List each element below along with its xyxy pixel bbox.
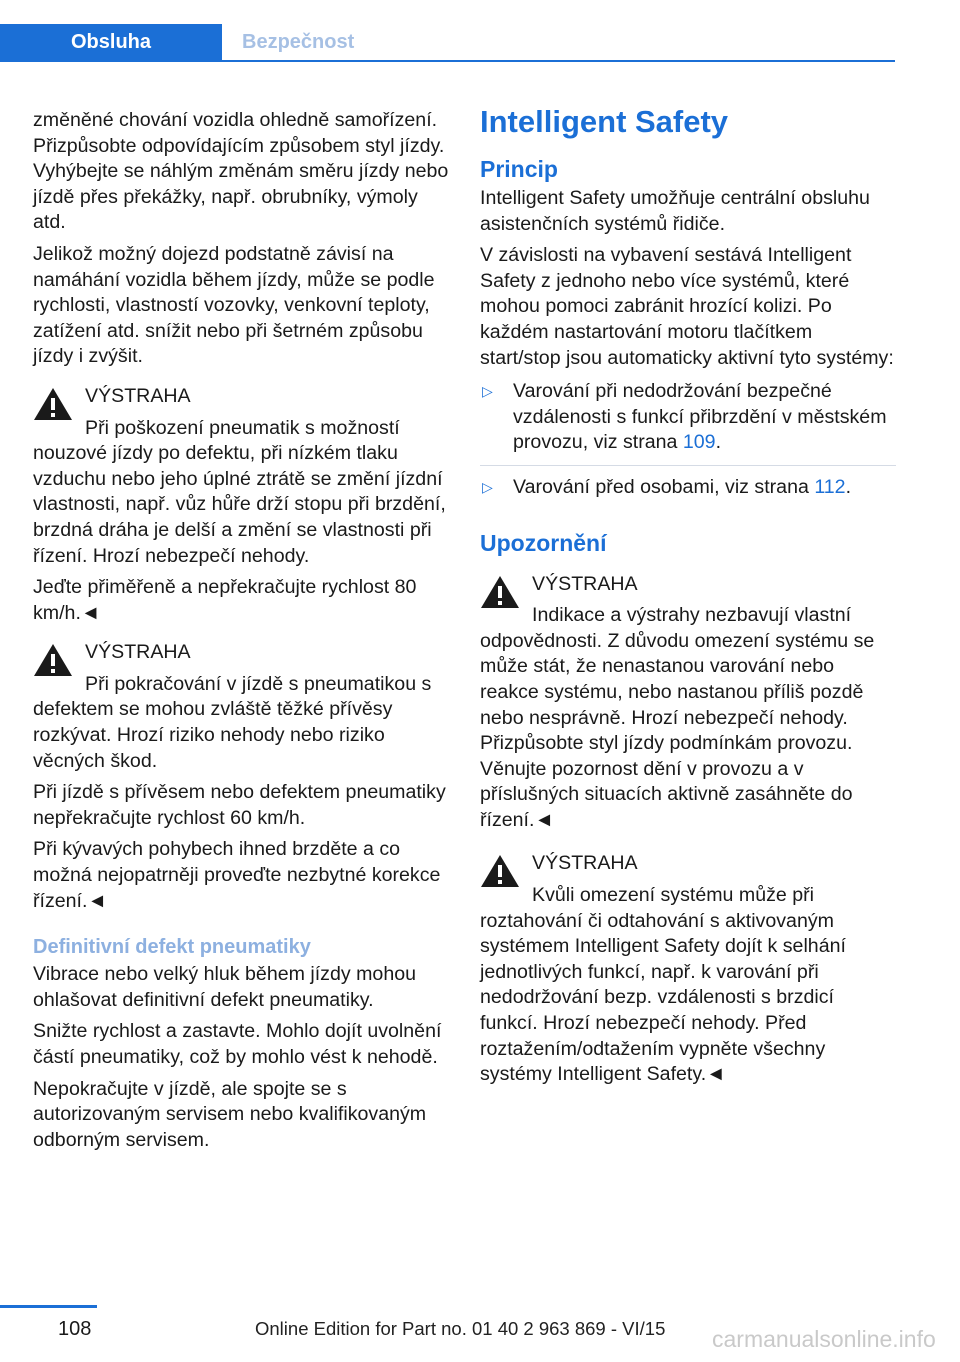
paragraph: Intelligent Safety umožňuje centrální obsluhu asistenčních systémů řidiče. bbox=[480, 187, 870, 235]
warning-title: VÝSTRAHA bbox=[85, 384, 191, 407]
paragraph: Snižte rychlost a zastavte. Mohlo dojít uvolnění částí pneumatiky, což by mohlo vést k nehodě. bbox=[33, 1020, 442, 1068]
paragraph: V závislosti na vybavení sestává Intelligent Safety z jednoho nebo více systémů, které mohou pomoci zabránit hrozící kolizi. Po každém nastartování motoru tlačítkem start/stop jsou automaticky aktivní tyto systémy: bbox=[480, 244, 894, 369]
header-tabbar bbox=[0, 0, 895, 62]
paragraph: Vibrace nebo velký hluk během jízdy mohou ohlašovat definitivní defekt pneumatiky. bbox=[33, 963, 417, 1011]
warning-triangle-icon bbox=[33, 643, 73, 677]
warning-triangle-icon bbox=[480, 854, 520, 888]
footer-divider bbox=[0, 1305, 97, 1308]
header-divider bbox=[0, 60, 895, 62]
warning-title: VÝSTRAHA bbox=[532, 572, 638, 595]
page-link-109[interactable]: 109 bbox=[682, 431, 716, 454]
list-item-text: Varování před osobami, viz strana bbox=[513, 475, 815, 498]
list-item: ▷ Varování při nedodržování bezpečné vzdálenosti s funkcí přibrzdění v městském provozu, viz strana 109. bbox=[480, 379, 896, 466]
heading-notes: Upozornění bbox=[480, 529, 607, 556]
paragraph: změněné chování vozidla ohledně samořízení. Přizpůsobte odpovídajícím způsobem styl jízdy. Vyhýbejte se náhlým změnám směru jízdy nebo jízdě přes překážky, např. obrubníky, výmoly atd. bbox=[33, 109, 449, 234]
triangle-bullet-icon: ▷ bbox=[482, 383, 493, 400]
paragraph: Jelikož možný dojezd podstatně závisí na namáhání vozidla během jízdy, může se podle rychlosti, vlastností vozovky, venkovní teploty, zatížení atd. snížit nebo při šetrném způsobu jízdy i zvýšit. bbox=[33, 242, 435, 368]
warning-block bbox=[33, 640, 451, 914]
warning-text: Při jízdě s přívěsem nebo defektem pneumatiky nepřekračujte rychlost 60 km/h. bbox=[33, 781, 446, 829]
section-title: Intelligent Safety bbox=[480, 104, 729, 139]
warning-block bbox=[480, 572, 896, 834]
heading-principle: Princip bbox=[480, 156, 558, 182]
system-list bbox=[480, 379, 896, 509]
triangle-bullet-icon: ▷ bbox=[482, 478, 493, 495]
warning-triangle-icon bbox=[480, 575, 520, 609]
list-item: ▷ Varování před osobami, viz strana 112. bbox=[480, 475, 896, 510]
right-column bbox=[480, 104, 896, 1094]
watermark: carmanualsonline.info bbox=[712, 1326, 936, 1352]
warning-title: VÝSTRAHA bbox=[85, 641, 191, 664]
warning-block bbox=[33, 384, 451, 626]
warning-text: Při kývavých pohybech ihned brzděte a co možná nejopatrněji proveďte nezbytné korekce řízení.◄ bbox=[33, 838, 441, 912]
section-subheading: Definitivní defekt pneumatiky bbox=[33, 936, 311, 959]
tab-bezpecnost[interactable]: Bezpečnost bbox=[242, 31, 355, 53]
warning-title: VÝSTRAHA bbox=[532, 852, 638, 875]
warning-block bbox=[480, 851, 896, 1087]
paragraph: Nepokračujte v jízdě, ale spojte se s autorizovaným servisem nebo kvalifikovaným odborným servisem. bbox=[33, 1077, 427, 1151]
list-item-text: Varování při nedodržování bezpečné vzdálenosti s funkcí přibrzdění v městském provozu, viz strana bbox=[513, 380, 887, 454]
page-number: 108 bbox=[58, 1318, 92, 1340]
warning-text: Kvůli omezení systému může při roztahování či odtahování s aktivovaným systémem Intelligent Safety dojít k selhání jednotlivých funkcí, např. k varování při nedodržování bezp. vzdálenosti s brzdicí funkcí. Hrozí nebezpečí nehody. Před roztažením/odtažením vypněte všechny systémy Intelligent Safety.◄ bbox=[480, 884, 846, 1086]
edition-label: Online Edition for Part no. 01 40 2 963 869 - VI/15 bbox=[255, 1318, 666, 1339]
warning-text: Jeďte přiměřeně a nepřekračujte rychlost 80 km/h.◄ bbox=[33, 576, 417, 624]
warning-text: Indikace a výstrahy nezbavují vlastní odpovědnosti. Z důvodu omezení systému se může stát, že nenastanou varování nebo reakce systému, nebo nastanou příliš pozdě nebo nesprávně. Hrozí nebezpečí nehody. Přizpůsobte styl jízdy podmínkám provozu. Věnujte pozornost dění v provozu a v příslušných situacích aktivně zasáhněte do řízení.◄ bbox=[480, 604, 875, 831]
warning-text: Při pokračování v jízdě s pneumatikou s defektem se mohou zvláště těžké přívěsy rozkývat. Hrozí riziko nehody nebo riziko věcných škod. bbox=[33, 672, 432, 772]
tab-obsluha[interactable]: Obsluha bbox=[0, 24, 222, 60]
page-link-112[interactable]: 112 bbox=[814, 475, 846, 498]
warning-text: Při poškození pneumatik s možností nouzové jízdy po defektu, při nízkém tlaku vzduchu nebo jeho úplné ztrátě se změní jízdní vlastnosti, např. vůz hůře drží stopu při brzdění, brzdná dráha je delší a změní se vlastnosti při řízení. Hrozí nebezpečí nehody. bbox=[33, 416, 446, 567]
left-column bbox=[33, 108, 451, 1159]
warning-triangle-icon bbox=[33, 387, 73, 421]
